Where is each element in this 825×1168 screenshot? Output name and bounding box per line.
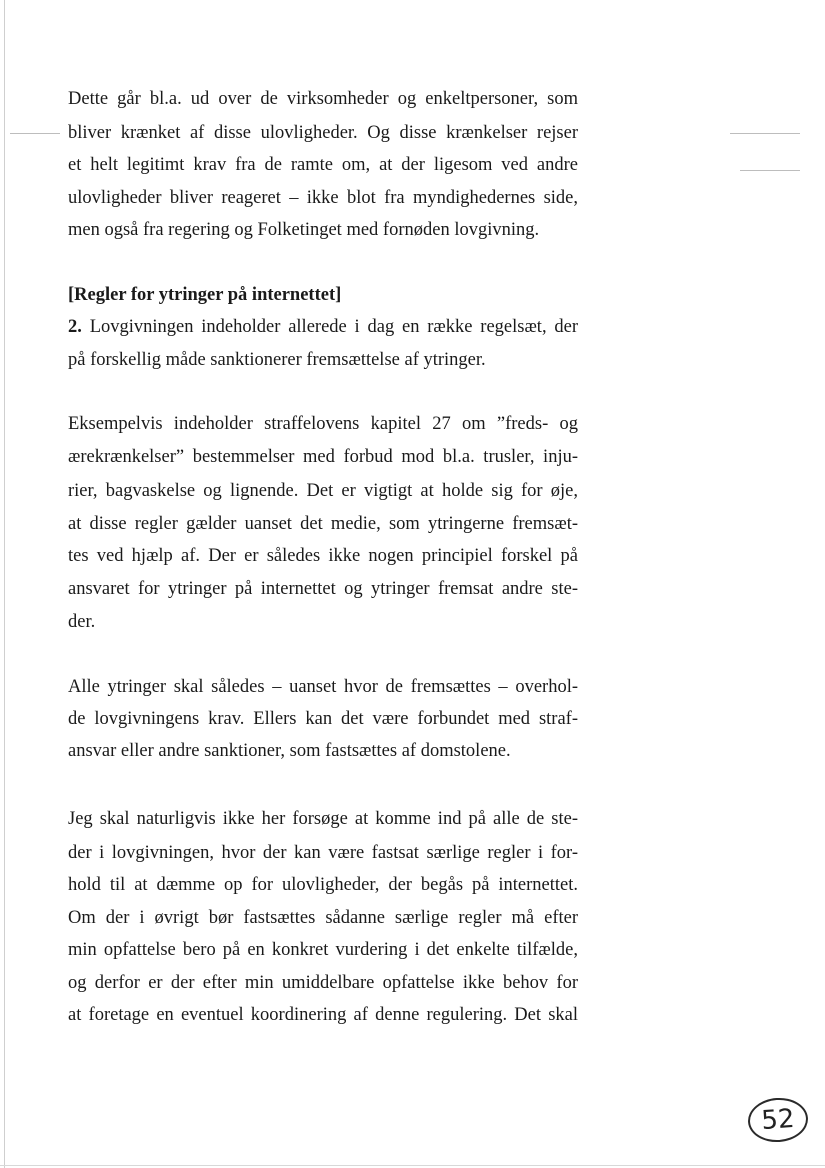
- text-line: men også fra regering og Folketinget med fornøden lovgivning.: [68, 220, 540, 240]
- text-line: ansvaret for ytringer på internettet og ytringer fremsat andre ste-: [68, 579, 578, 599]
- text-line: og derfor er der efter min umiddelbare opfattelse ikke behov for: [68, 973, 578, 993]
- text-line: Jeg skal naturligvis ikke her forsøge at komme ind på alle de ste-: [68, 809, 578, 829]
- text-line: Dette går bl.a. ud over de virksomheder og enkeltpersoner, som: [68, 89, 578, 109]
- text-line: et helt legitimt krav fra de ramte om, at der ligesom ved andre: [68, 155, 578, 175]
- section-heading: [Regler for ytringer på internettet]: [68, 285, 342, 305]
- text-line: at disse regler gælder uanset det medie, som ytringerne fremsæt-: [68, 514, 578, 534]
- page-edge-bottom: [0, 1165, 825, 1166]
- text-line: [68, 316, 578, 338]
- text-line: Alle ytringer skal således – uanset hvor de fremsættes – overhol-: [68, 677, 578, 697]
- text-line: rier, bagvaskelse og lignende. Det er vigtigt at holde sig for øje,: [68, 481, 578, 501]
- section-number: 2.: [68, 317, 82, 337]
- text-line: på forskellig måde sanktionerer fremsættelse af ytringer.: [68, 350, 486, 370]
- page-edge: [4, 0, 5, 1168]
- text-line: der i lovgivningen, hvor der kan være fastsat særlige regler i for-: [68, 843, 578, 863]
- text-line: at foretage en eventuel koordinering af denne regulering. Det skal: [68, 1005, 578, 1025]
- scan-smudge: [730, 133, 800, 134]
- text-line-content: Lovgivningen indeholder allerede i dag en række regelsæt, der: [89, 317, 578, 337]
- scan-smudge: [740, 170, 800, 171]
- text-line: der.: [68, 612, 96, 632]
- page-number-stamp: 52: [747, 1096, 810, 1144]
- text-line: hold til at dæmme op for ulovligheder, der begås på internettet.: [68, 875, 578, 895]
- text-line: min opfattelse bero på en konkret vurdering i det enkelte tilfælde,: [68, 940, 578, 960]
- text-line: Om der i øvrigt bør fastsættes sådanne særlige regler må efter: [68, 908, 578, 928]
- text-line: bliver krænket af disse ulovligheder. Og disse krænkelser rejser: [68, 123, 578, 143]
- text-line: ulovligheder bliver reageret – ikke blot fra myndighedernes side,: [68, 188, 578, 208]
- text-line: Eksempelvis indeholder straffelovens kapitel 27 om ”freds- og: [68, 414, 578, 434]
- text-line: tes ved hjælp af. Der er således ikke nogen principiel forskel på: [68, 546, 578, 566]
- text-line: de lovgivningens krav. Ellers kan det være forbundet med straf-: [68, 709, 578, 729]
- text-line: ærekrænkelser” bestemmelser med forbud mod bl.a. trusler, inju-: [68, 447, 578, 467]
- text-line: ansvar eller andre sanktioner, som fastsættes af domstolene.: [68, 741, 511, 761]
- scan-smudge: [10, 133, 60, 134]
